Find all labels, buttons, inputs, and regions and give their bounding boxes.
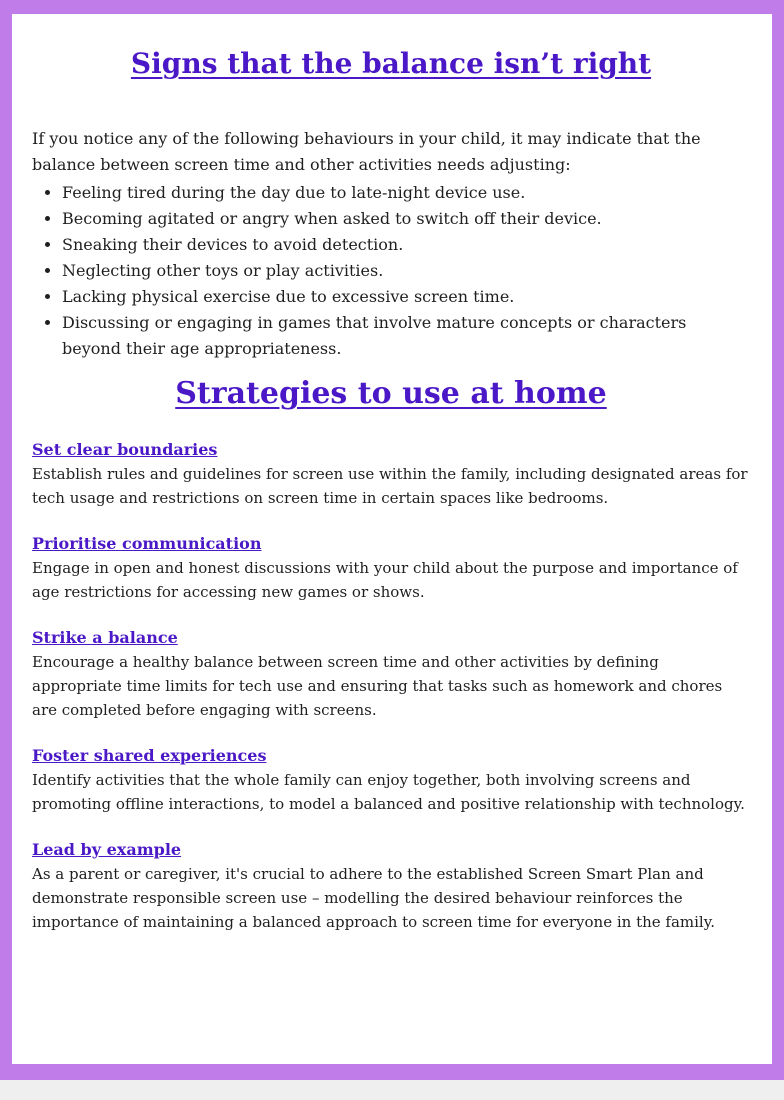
strategy-foster-shared-experiences	[32, 744, 750, 816]
strategy-body: Identify activities that the whole family can enjoy together, both involving screens and promoting offline interactions, to model a balanced and positive relationship with technology.	[32, 771, 745, 813]
list-item: • Sneaking their devices to avoid detection.	[62, 232, 750, 258]
strategy-title: Set clear boundaries	[32, 440, 218, 459]
strategy-title: Lead by example	[32, 840, 182, 859]
strategies-list	[32, 438, 750, 934]
strategy-prioritise-communication	[32, 532, 750, 604]
strategy-lead-by-example	[32, 838, 750, 934]
strategy-body: Engage in open and honest discussions with your child about the purpose and importance of age restrictions for accessing new games or shows.	[32, 559, 738, 601]
document-page	[12, 14, 772, 1064]
strategy-set-clear-boundaries	[32, 438, 750, 510]
list-item: • Feeling tired during the day due to late-night device use.	[62, 180, 750, 206]
strategy-body: Establish rules and guidelines for screen use within the family, including designated areas for tech usage and restrictions on screen time in certain spaces like bedrooms.	[32, 465, 748, 507]
list-item: • Lacking physical exercise due to excessive screen time.	[62, 284, 750, 310]
list-item: • Discussing or engaging in games that involve mature concepts or characters beyond their age appropriateness.	[62, 310, 750, 362]
strategy-strike-a-balance	[32, 626, 750, 722]
signs-heading: Signs that the balance isn’t right	[130, 47, 652, 80]
intro-paragraph: If you notice any of the following behaviours in your child, it may indicate that the balance between screen time and other activities needs adjusting:	[32, 129, 701, 174]
strategies-heading: Strategies to use at home	[175, 376, 607, 411]
list-item: • Becoming agitated or angry when asked to switch off their device.	[62, 206, 750, 232]
strategy-body: As a parent or caregiver, it's crucial to adhere to the established Screen Smart Plan and demonstrate responsible screen use – modelling the desired behaviour reinforces the importance of maintaining a balanced approach to screen time for everyone in the family.	[32, 865, 715, 931]
bottom-strip	[0, 1080, 784, 1100]
strategy-title: Strike a balance	[32, 628, 178, 647]
list-item: • Neglecting other toys or play activities.	[62, 258, 750, 284]
strategy-title: Prioritise communication	[32, 534, 262, 553]
strategy-body: Encourage a healthy balance between screen time and other activities by defining appropriate time limits for tech use and ensuring that tasks such as homework and chores are completed before engaging with screens.	[32, 653, 723, 719]
signs-list	[32, 180, 750, 362]
strategy-title: Foster shared experiences	[32, 746, 267, 765]
